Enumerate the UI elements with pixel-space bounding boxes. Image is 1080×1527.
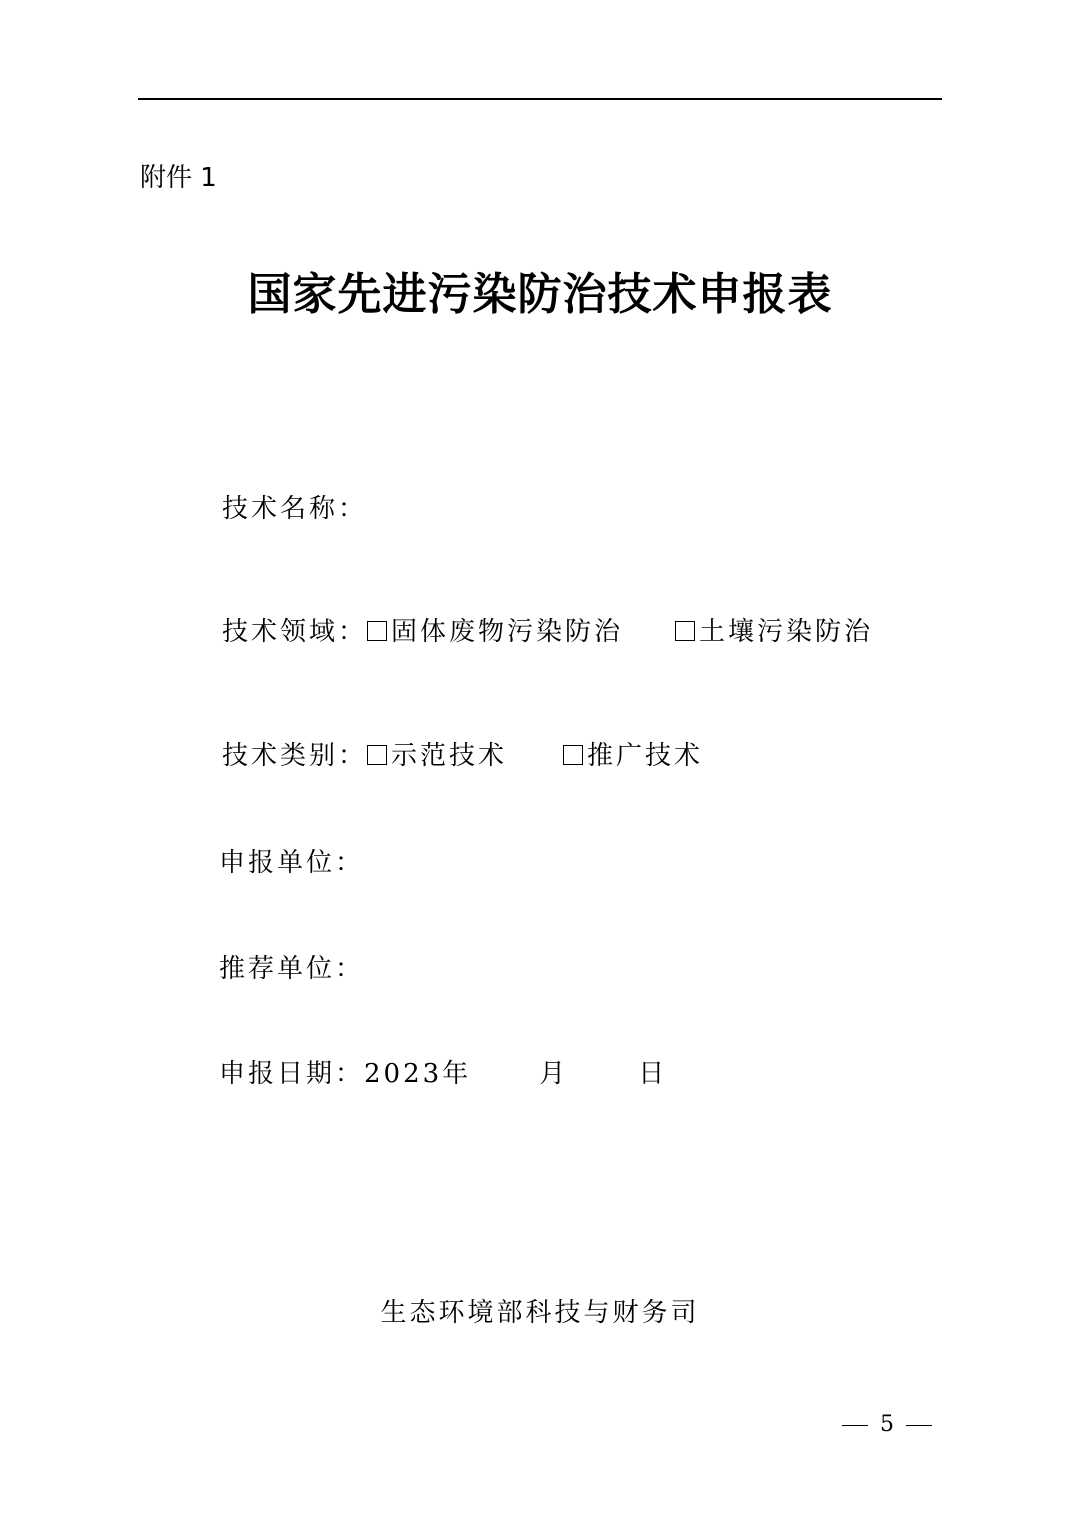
document-title: 国家先进污染防治技术申报表	[247, 269, 833, 320]
page-number	[842, 1412, 932, 1437]
option-label: 土壤污染防治	[699, 617, 874, 647]
tech-domain-field	[222, 611, 873, 648]
option-demonstration[interactable]	[367, 735, 507, 772]
checkbox-icon[interactable]	[367, 745, 387, 765]
application-date-field	[219, 1053, 667, 1090]
applicant-unit-field	[219, 842, 364, 879]
dash-left	[842, 1425, 868, 1426]
option-label: 固体废物污染防治	[391, 617, 624, 647]
recommending-unit-field	[219, 948, 364, 985]
tech-category-label: 技术类别：	[222, 741, 368, 771]
header-rule	[138, 98, 942, 100]
checkbox-icon[interactable]	[563, 745, 583, 765]
application-date-label: 申报日期：	[219, 1059, 365, 1089]
tech-category-field	[222, 735, 703, 772]
recommending-unit-label: 推荐单位：	[219, 954, 365, 984]
applicant-unit-label: 申报单位：	[219, 848, 365, 878]
date-month: 月	[539, 1059, 569, 1089]
tech-name-field	[222, 488, 367, 525]
tech-name-label: 技术名称：	[222, 494, 368, 524]
option-label: 示范技术	[391, 741, 508, 771]
tech-domain-label: 技术领域：	[222, 617, 368, 647]
attachment-label: 附件 1	[140, 163, 217, 193]
issuing-organization: 生态环境部科技与财务司	[380, 1298, 700, 1328]
option-promotion[interactable]	[563, 735, 703, 772]
option-label: 推广技术	[587, 741, 704, 771]
date-year: 2023年	[364, 1059, 472, 1089]
date-day: 日	[638, 1059, 668, 1089]
checkbox-icon[interactable]	[675, 621, 695, 641]
dash-right	[906, 1425, 932, 1426]
option-soil[interactable]	[675, 611, 873, 648]
checkbox-icon[interactable]	[367, 621, 387, 641]
page-number-value: 5	[880, 1412, 894, 1437]
option-solid-waste[interactable]	[367, 611, 623, 648]
